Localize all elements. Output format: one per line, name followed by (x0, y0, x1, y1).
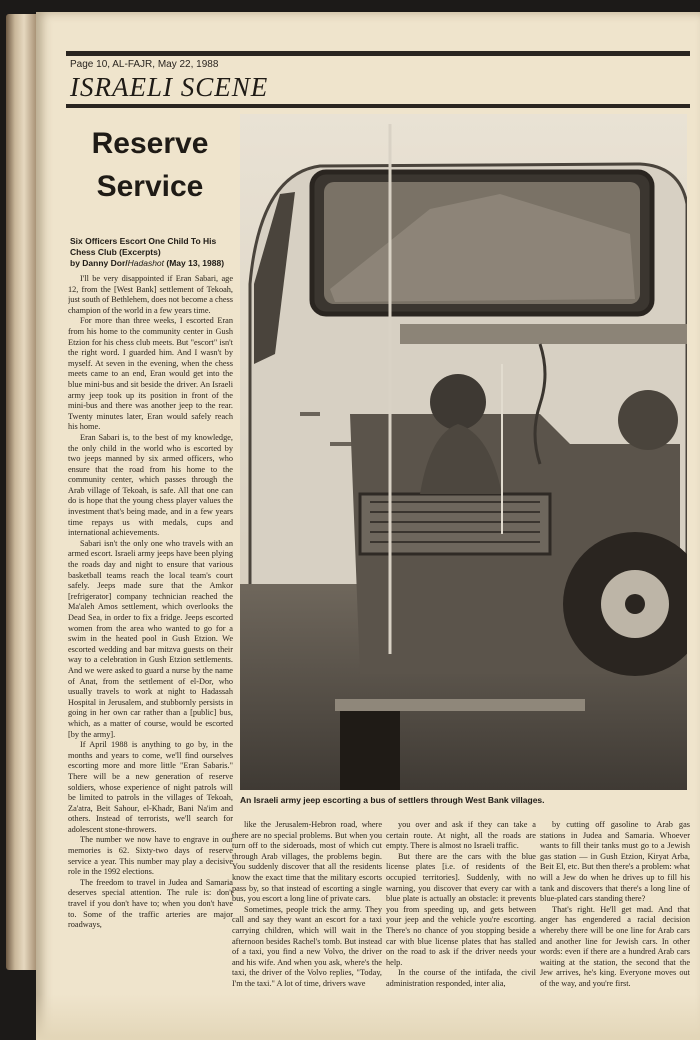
paragraph: Sometimes, people trick the army. They call and say they want an escort for a taxi carrying children, which will wait in the afternoon besides Rachel's tomb. But instead of a taxi, you find a new Volvo, the driver and his wife. And when you ask, where's the taxi, the driver of the Volvo replies, "Today, I'm the taxi." A lot of time, drivers wave (232, 904, 382, 988)
article-column-3 (386, 820, 536, 992)
article-subtitle-block (70, 236, 230, 269)
paragraph: That's right. He'll get mad. And that anger has engendered a racial decision whereby there will be one line for Arab cars and another line for Jewish cars. In other words: even if there are a hundred Arab cars waiting at the station, the second that the Jew arrives, he's king. Everyone moves out of the way, and you're first. (540, 904, 690, 988)
article-column-1 (68, 274, 233, 990)
paragraph: In the course of the intifada, the civil administration responded, inter alia, (386, 968, 536, 988)
top-rule (66, 51, 690, 56)
headline-line-1: Reserve (91, 127, 209, 160)
paragraph: I'll be very disappointed if Eran Sabari, age 12, from the [West Bank] settlement of Tekoah, just south of Bethlehem, does not become a chess champion of the world in a few years time. (68, 274, 233, 315)
paragraph: For more than three weeks, I escorted Eran from his home to the community center in Gush Etzion for his chess club meets. But "escort" isn't the right word. I guarded him. And I wasn't by myself. At seven in the evening, when the chess meets came to an end, Eran would get into the blue mini-bus and sit beside the driver. An Israeli army jeep took up its position in front of the mini-bus and there was another jeep to the rear. Twenty minutes later, Eran would safely reach his home. (68, 316, 233, 432)
article-subtitle: Six Officers Escort One Child To His Chess Club (Excerpts) (70, 236, 217, 257)
photo-caption: An Israeli army jeep escorting a bus of settlers through West Bank villages. (240, 795, 545, 805)
page-line: Page 10, AL-FAJR, May 22, 1988 (70, 59, 219, 70)
byline-date: (May 13, 1988) (166, 258, 225, 268)
paragraph: Eran Sabari is, to the best of my knowledge, the only child in the world who is escorted by two jeeps manned by six armed officers, who ensure that the road from his home to the community center, which passes through the Arab village of Tekoah, is safe. All that one can do is hope that the young chess player values the investment that's being made, and in a few years time repays us with medals, cups and international achievements. (68, 432, 233, 538)
byline-source: Hadashot (127, 258, 165, 268)
section-title: ISRAELI SCENE (70, 72, 269, 102)
paragraph: Sabari isn't the only one who travels with an armed escort. Israeli army jeeps have been plying the roads day and night to ensure that various basketball teams reach the local team's court safely. Jeeps made sure that the Amkor [refrigerator] company technician reached the Ma'aleh Amos settlement, which overlooks the Dead Sea, in order to fix a fridge. Jeeps escorted women from the area who wanted to go for a swim in the heated pool in Gush Etzion. We escorted wedding and bar mitzva guests on their way to a celebration in Gush Etzion settlements. And we were asked to guard a nurse by the name of Anat, from the settlement of el-Dor, who usually travels to work at night to Hadassah Hospital in Jerusalem, and stubbornly persists in going in her own car rather than a [public] bus, which, as a matter of course, would be escorted [by the army]. (68, 538, 233, 739)
headline-line-2: Service (96, 170, 204, 203)
article-column-2 (232, 820, 382, 992)
paragraph: The number we now have to engrave in our memories is 62. Sixty-two days of reserve service a year. This number may play a decisive role in the 1992 elections. (68, 835, 233, 877)
paragraph: The freedom to travel in Judea and Samaria deserves special attention. The rule is: don't travel if you don't have to; when you don't have to. Some of the traffic arteries are major roadways, (68, 877, 233, 930)
paragraph: If April 1988 is anything to go by, in the months and years to come, we'll find ourselves escorting more and more little "Eran Sabaris." There will be a new generation of reserve soldiers, whose experience of night patrols will be limited to patrols in the villages of Tekoah, Za'atra, Beit Sahour, el-Khadr, Bani Na'im and others. Instead of terrorists, we'll search for adolescent stone-throwers. (68, 740, 233, 834)
article-headline (70, 122, 230, 208)
book-binding (6, 14, 36, 970)
paragraph: you over and ask if they can take a certain route. At night, all the roads are empty. There is almost no Israeli traffic. (386, 820, 536, 851)
paragraph: like the Jerusalem-Hebron road, where there are no special problems. But when you turn off to the sideroads, most of which cut through Arab villages, the problems begin. You suddenly discover that all the residents know the exact time that the military escorts pass by, so that instead of escorting a single bus, you escort a long line of private cars. (232, 820, 382, 904)
article-column-4 (540, 820, 690, 992)
byline-prefix: by Danny Dor/ (70, 258, 128, 268)
paragraph: But there are the cars with the blue license plates [i.e. of residents of the occupied territories]. Suddenly, with no warning, you discover that every car with a blue plate is actually an obstacle: it prevents you from speeding up, and gets between your jeep and the vehicle you're escorting. There's no chance of you stopping beside a car with blue license plates that has stalled on the road to ask if the driver needs your help. (386, 851, 536, 967)
paragraph: by cutting off gasoline to Arab gas stations in Judea and Samaria. Whoever wants to fill their tanks must go to a Jewish gas station — in Gush Etzion, Kiryat Arba, Beit El, etc. But then there's a problem: what will a Jew do when he drives up to fill his tank and discovers that there's a long line of blue-plated cars standing there? (540, 820, 690, 904)
article-byline (70, 258, 230, 269)
section-rule (66, 104, 690, 108)
photo-illustration (240, 114, 687, 790)
paper-edge-wear (36, 994, 700, 1040)
jeep-bus-photo (240, 114, 687, 790)
